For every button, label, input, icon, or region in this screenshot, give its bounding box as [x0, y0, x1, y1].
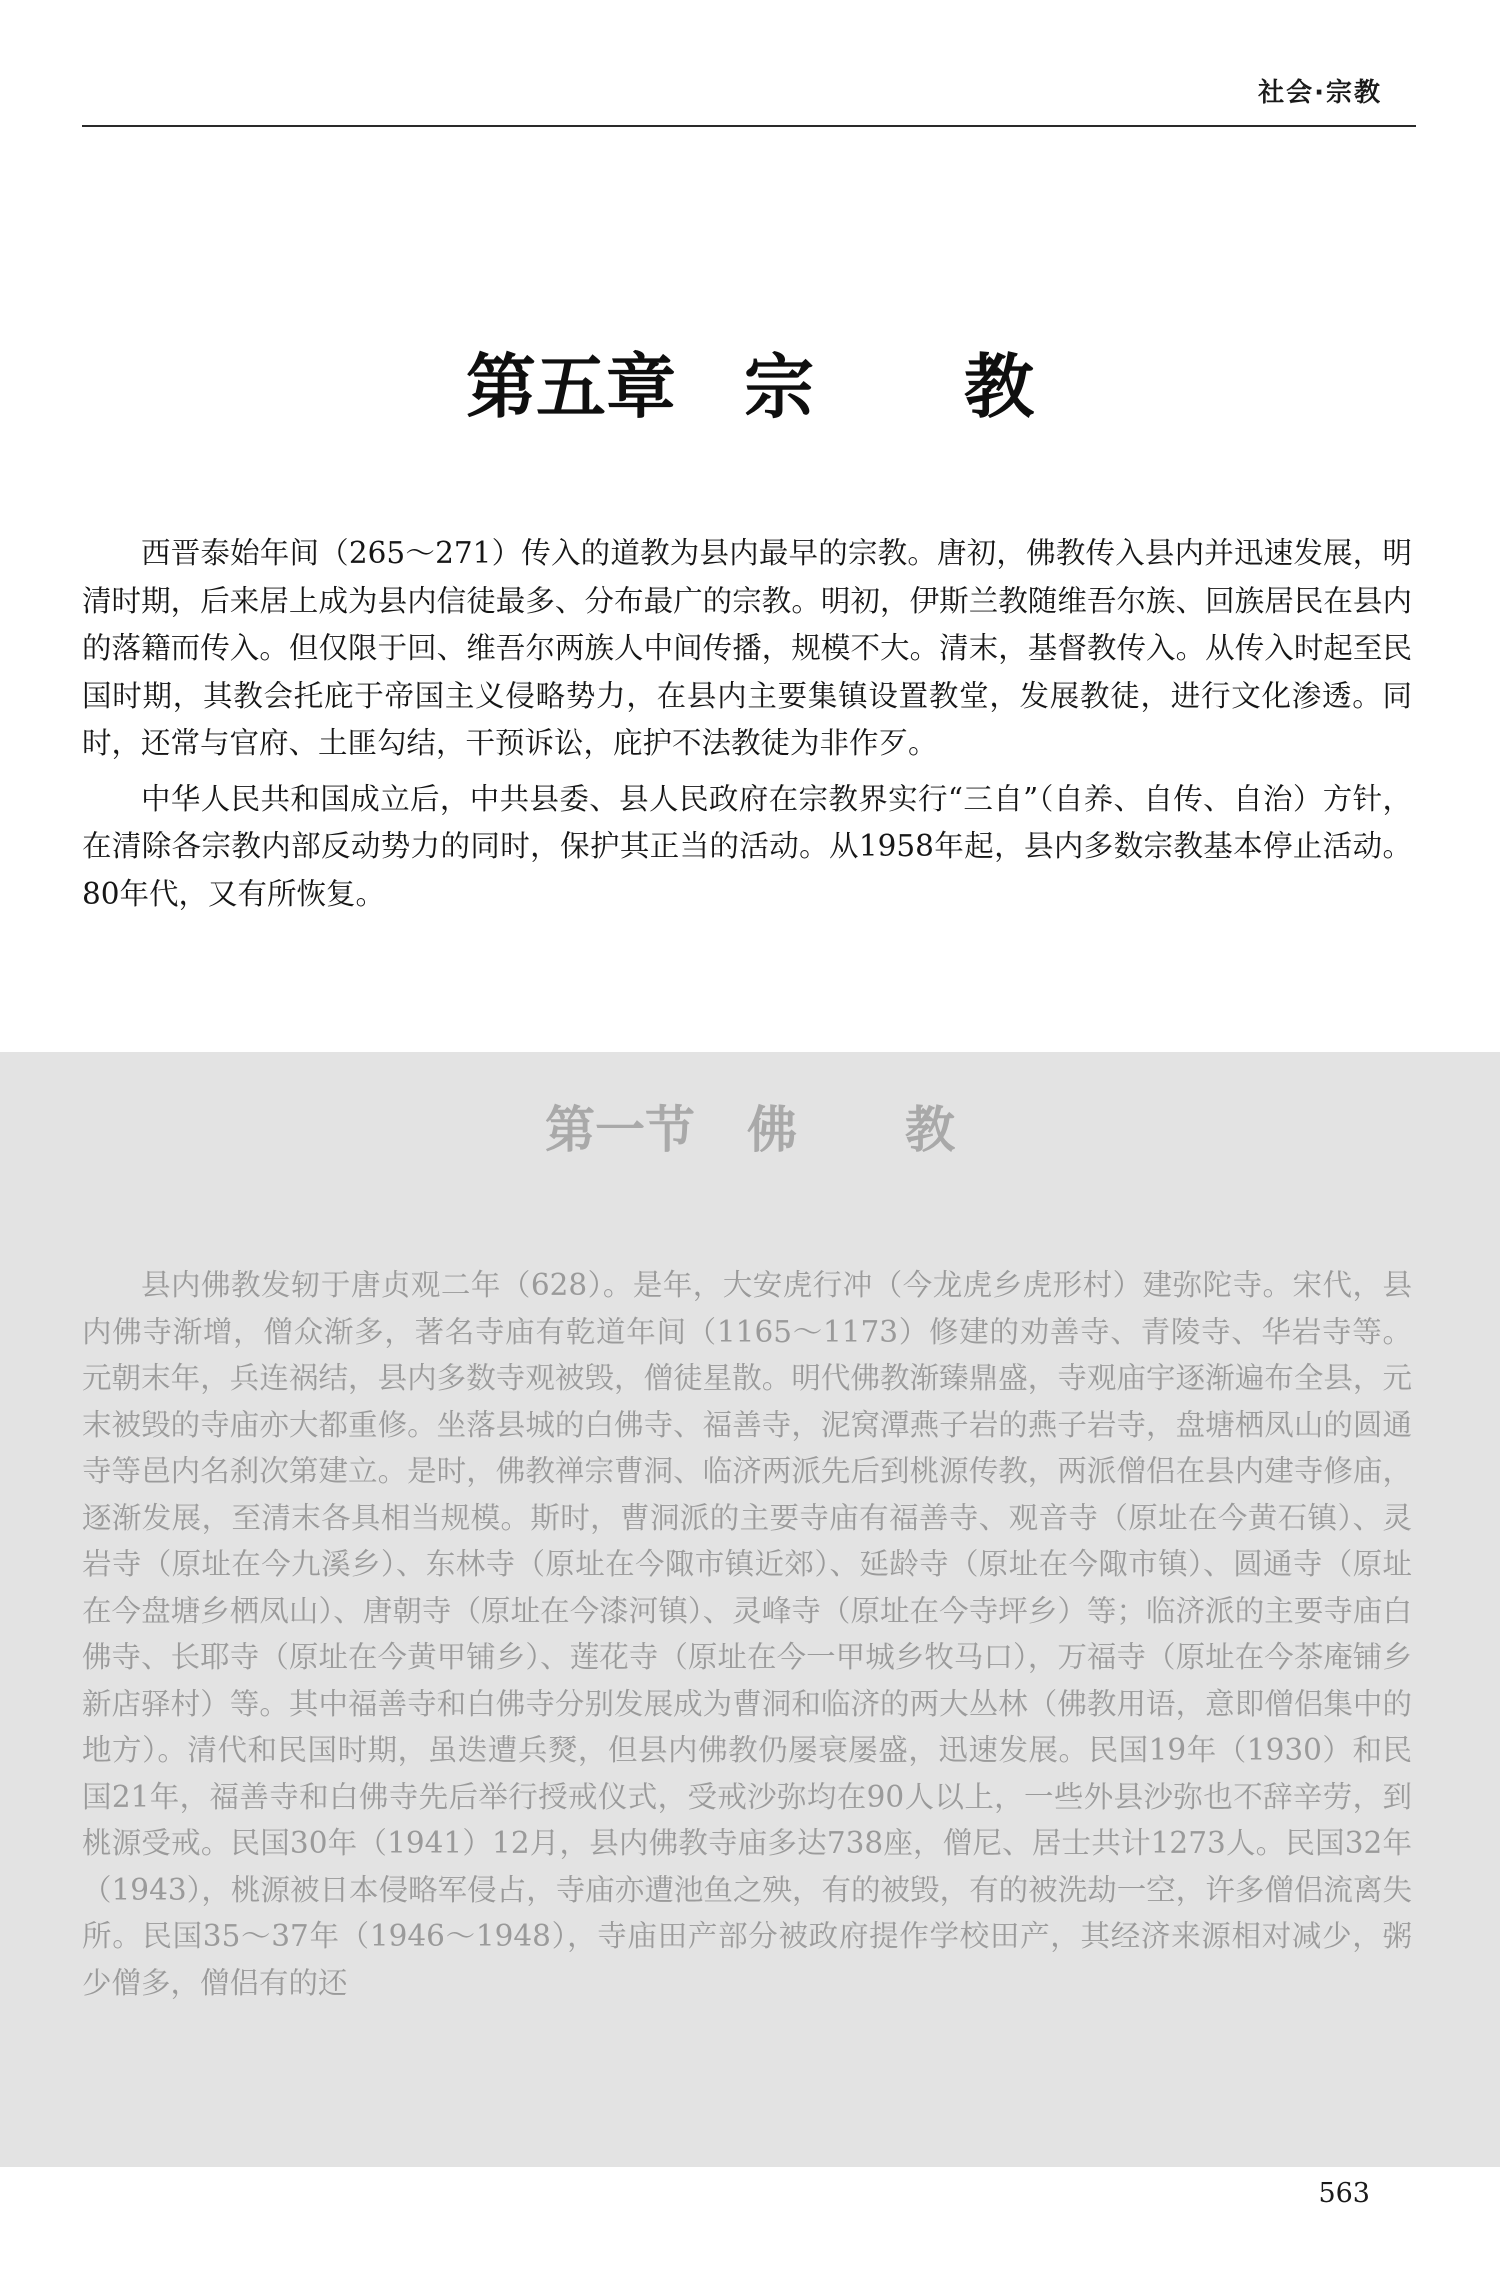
chapter-title: [0, 345, 1500, 428]
intro-paragraph: 西晋泰始年间（265～271）传入的道教为县内最早的宗教。唐初，佛教传入县内并迅速发展，明清时期，后来居上成为县内信徒最多、分布最广的宗教。明初，伊斯兰教随维吾尔族、回族居民在县内的落籍而传入。但仅限于回、维吾尔两族人中间传播，规模不大。清末，基督教传入。从传入时起至民国时期，其教会托庇于帝国主义侵略势力，在县内主要集镇设置教堂，发展教徒，进行文化渗透。同时，还常与官府、土匪勾结，干预诉讼，庇护不法教徒为非作歹。: [82, 536, 1412, 760]
section-number: 第一节: [545, 1100, 695, 1159]
header-rule: [82, 125, 1416, 127]
page-number: 563: [1318, 2178, 1370, 2209]
chapter-title-char-2: 教: [964, 345, 1034, 428]
intro-paragraph: 中华人民共和国成立后，中共县委、县人民政府在宗教界实行“三自”（自养、自传、自治）方针，在清除各宗教内部反动势力的同时，保护其正当的活动。从1958年起，县内多数宗教基本停止活动。80年代，又有所恢复。: [82, 781, 1412, 911]
chapter-number: 第五章: [466, 345, 676, 428]
section-title-char-2: 教: [905, 1100, 955, 1159]
section-title-char-1: 佛: [747, 1100, 797, 1159]
chapter-title-char-1: 宗: [744, 345, 814, 428]
section-body: [82, 1262, 1412, 2006]
running-header: 社会·宗教: [1258, 78, 1382, 108]
section-paragraph: 县内佛教发轫于唐贞观二年（628）。是年，大安虎行冲（今龙虎乡虎形村）建弥陀寺。宋代，县内佛寺渐增，僧众渐多，著名寺庙有乾道年间（1165～1173）修建的劝善寺、青陵寺、华岩寺等。元朝末年，兵连祸结，县内多数寺观被毁，僧徒星散。明代佛教渐臻鼎盛，寺观庙宇逐渐遍布全县，元末被毁的寺庙亦大都重修。坐落县城的白佛寺、福善寺，泥窝潭燕子岩的燕子岩寺，盘塘栖凤山的圆通寺等邑内名刹次第建立。是时，佛教禅宗曹洞、临济两派先后到桃源传教，两派僧侣在县内建寺修庙，逐渐发展，至清末各具相当规模。斯时，曹洞派的主要寺庙有福善寺、观音寺（原址在今黄石镇）、灵岩寺（原址在今九溪乡）、东林寺（原址在今陬市镇近郊）、延龄寺（原址在今陬市镇）、圆通寺（原址在今盘塘乡栖凤山）、唐朝寺（原址在今漆河镇）、灵峰寺（原址在今寺坪乡）等；临济派的主要寺庙白佛寺、长耶寺（原址在今黄甲铺乡）、莲花寺（原址在今一甲城乡牧马口），万福寺（原址在今茶庵铺乡新店驿村）等。其中福善寺和白佛寺分别发展成为曹洞和临济的两大丛林（佛教用语，意即僧侣集中的地方）。清代和民国时期，虽迭遭兵燹，但县内佛教仍屡衰屡盛，迅速发展。民国19年（1930）和民国21年，福善寺和白佛寺先后举行授戒仪式，受戒沙弥均在90人以上，一些外县沙弥也不辞辛劳，到桃源受戒。民国30年（1941）12月，县内佛教寺庙多达738座，僧尼、居士共计1273人。民国32年（1943），桃源被日本侵略军侵占，寺庙亦遭池鱼之殃，有的被毁，有的被洗劫一空，许多僧侣流离失所。民国35～37年（1946～1948），寺庙田产部分被政府提作学校田产，其经济来源相对减少，粥少僧多，僧侣有的还: [82, 1268, 1412, 2000]
chapter-intro: [82, 530, 1412, 918]
section-title: [0, 1100, 1500, 1159]
